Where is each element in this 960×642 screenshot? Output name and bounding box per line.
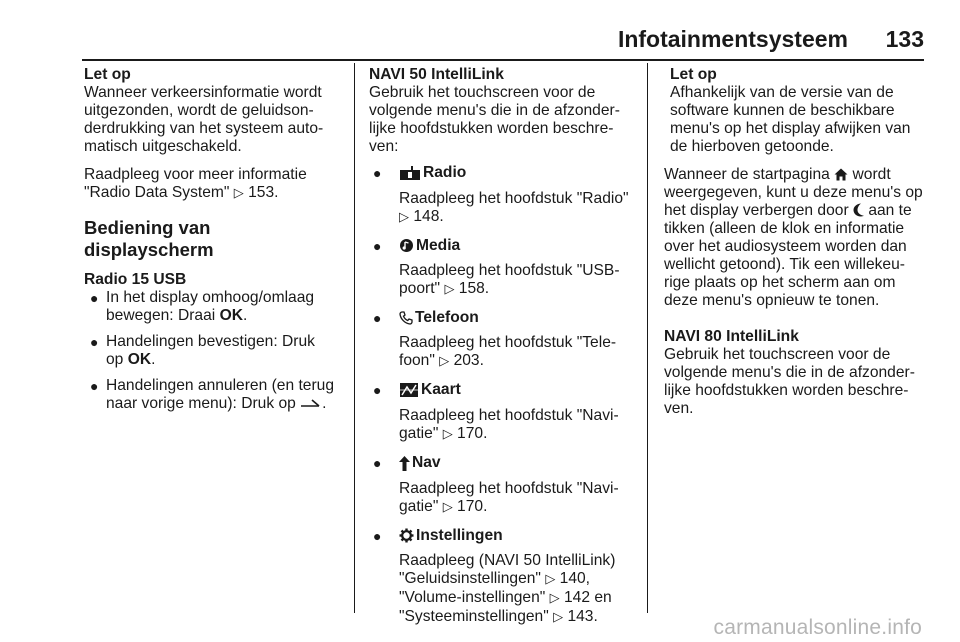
radio-icon	[399, 166, 421, 181]
page-ref-link[interactable]: 153.	[248, 184, 279, 201]
note-body	[84, 84, 342, 156]
menu-item-radio	[369, 164, 633, 227]
para-line: deze menu's opnieuw te tonen.	[664, 292, 880, 309]
para-line: Gebruik het touchscreen voor de	[664, 346, 891, 363]
menu-item-telefoon	[369, 309, 633, 371]
desc-line: Raadpleeg het hoofdstuk "Navi-	[399, 479, 619, 497]
para-line: weergegeven, kunt u deze menu's op	[664, 184, 923, 201]
desc-line: foon" ▷ 203.	[399, 352, 484, 369]
para-line: Wanneer de startpagina wordt	[664, 166, 891, 183]
note-traffic	[84, 66, 342, 156]
page-ref-link[interactable]: 140,	[559, 570, 591, 587]
menu-desc	[399, 552, 633, 627]
page-ref-icon: ▷	[545, 572, 556, 587]
gear-icon	[399, 528, 414, 543]
page-ref-link[interactable]: 170.	[457, 497, 488, 515]
bullet-line: In het display omhoog/omlaag	[106, 289, 315, 306]
navi80-paragraph	[664, 346, 928, 418]
bullet-icon: ●	[90, 290, 99, 306]
para-line: volgende menu's die in de afzonder-	[369, 102, 620, 119]
desc-line: poort" ▷ 158.	[399, 280, 490, 297]
para-line: Raadpleeg voor meer informatie	[84, 166, 307, 183]
nav-arrow-icon	[399, 456, 410, 471]
menu-title-instellingen: Instellingen	[416, 526, 503, 544]
menu-item-media	[369, 237, 633, 300]
page-ref-link[interactable]: 143.	[567, 608, 598, 625]
section-heading: Bediening van displayscherm	[84, 217, 214, 260]
page-ref-icon: ▷	[233, 186, 244, 201]
desc-line: gatie" ▷ 170.	[399, 497, 488, 515]
map-icon	[399, 382, 419, 398]
bullet-line: Handelingen bevestigen: Druk	[106, 333, 315, 350]
bullet-icon: ●	[373, 382, 382, 398]
desc-line: Raadpleeg het hoofdstuk "Tele-	[399, 334, 617, 351]
bullet-line: op OK.	[106, 351, 156, 368]
page-ref-icon: ▷	[442, 427, 453, 442]
bullet-line: bewegen: Draai OK.	[106, 307, 248, 324]
bullet-line: naar vorige menu): Druk op .	[106, 395, 327, 412]
menu-title-nav: Nav	[412, 454, 441, 471]
header-rule	[82, 59, 924, 61]
column-divider-2	[647, 63, 648, 613]
para-line: rige plaats op het scherm aan om	[664, 274, 896, 291]
bullet-icon: ●	[373, 165, 382, 181]
menu-title-radio: Radio	[423, 164, 467, 181]
home-icon	[834, 168, 848, 181]
menu-desc	[399, 334, 633, 371]
column-1	[84, 66, 342, 421]
page-ref-icon: ▷	[549, 591, 560, 606]
page-number: 133	[885, 26, 924, 52]
list-item	[84, 377, 342, 413]
page-ref-link[interactable]: 158.	[458, 280, 490, 297]
bullet-icon: ●	[90, 378, 99, 394]
para-line: lijke hoofdstukken worden beschre-	[664, 382, 909, 399]
note-line: Afhankelijk van de versie van de	[670, 84, 894, 101]
menu-item-instellingen	[369, 527, 633, 628]
back-arrow-icon	[300, 398, 322, 410]
note-line: software kunnen de beschikbare	[670, 102, 895, 119]
page-ref-link[interactable]: 203.	[453, 352, 484, 369]
intro-paragraph	[369, 84, 633, 156]
menu-desc	[399, 262, 633, 299]
list-item	[84, 289, 342, 325]
header-title: Infotainmentsysteem	[617, 26, 848, 52]
bullet-icon: ●	[373, 527, 382, 544]
page-ref-icon: ▷	[553, 610, 564, 625]
menu-desc	[399, 407, 633, 444]
desc-line: "Systeeminstellingen" ▷ 143.	[399, 608, 598, 625]
note-line: uitgezonden, wordt de geluidson-	[84, 102, 314, 119]
watermark: carmanualsonline.info	[713, 616, 922, 639]
desc-line: Raadpleeg het hoofdstuk "Radio"	[399, 189, 629, 207]
menu-title-kaart: Kaart	[421, 381, 461, 398]
subheading-navi-80: NAVI 80 IntelliLink	[664, 328, 799, 345]
para-line: lijke hoofdstukken worden beschre-	[369, 120, 614, 137]
column-3	[664, 66, 928, 418]
note-software-version	[664, 66, 928, 156]
column-divider-1	[354, 63, 355, 613]
page-ref-icon: ▷	[439, 354, 450, 369]
subheading-radio-15-usb: Radio 15 USB	[84, 271, 187, 288]
desc-line: Raadpleeg het hoofdstuk "USB-	[399, 262, 620, 279]
desc-line: Raadpleeg het hoofdstuk "Navi-	[399, 407, 619, 424]
para-line: Gebruik het touchscreen voor de	[369, 84, 596, 101]
page-ref-link[interactable]: 142	[564, 589, 591, 606]
moon-icon	[853, 203, 864, 217]
page-ref-icon: ▷	[399, 209, 409, 225]
para-line: ven.	[664, 400, 694, 417]
menu-item-kaart	[369, 381, 633, 444]
note-line: derdrukking van het systeem auto-	[84, 120, 324, 137]
subheading-navi-50: NAVI 50 IntelliLink	[369, 66, 504, 83]
startpage-paragraph	[664, 166, 928, 310]
note-body	[670, 84, 928, 156]
para-line: ven:	[369, 138, 399, 155]
desc-line: Raadpleeg (NAVI 50 IntelliLink)	[399, 552, 616, 569]
para-line: tikken (alleen de klok en informatie	[664, 220, 905, 237]
note-line: matisch uitgeschakeld.	[84, 138, 242, 155]
page-ref-icon: ▷	[444, 282, 455, 297]
desc-line: gatie" ▷ 170.	[399, 425, 488, 442]
page-header	[0, 26, 960, 62]
bullet-line: Handelingen annuleren (en terug	[106, 377, 335, 394]
bullet-icon: ●	[373, 237, 382, 254]
para-line: wellicht getoond). Tik een willekeu-	[664, 256, 905, 273]
rds-paragraph	[84, 166, 342, 203]
column-2	[369, 66, 633, 637]
menu-desc	[399, 190, 633, 227]
para-line: volgende menu's die in de afzonder-	[664, 364, 915, 381]
note-line: de hierboven getoonde.	[670, 138, 834, 155]
menu-desc	[399, 480, 633, 517]
note-line: menu's op het display afwijken van	[670, 120, 911, 137]
page-ref-link[interactable]: 170.	[457, 425, 488, 442]
note-title: Let op	[670, 66, 717, 83]
menu-title-media: Media	[416, 236, 461, 254]
bullet-icon: ●	[373, 455, 382, 471]
para-line: "Radio Data System" ▷ 153.	[84, 184, 279, 201]
para-line: het display verbergen door aan te	[664, 202, 912, 219]
list-item	[84, 333, 342, 369]
bullet-icon: ●	[373, 310, 382, 326]
bullet-icon: ●	[90, 334, 99, 350]
para-line: over het audiosysteem worden dan	[664, 238, 907, 255]
phone-icon	[399, 311, 413, 325]
page-ref-icon: ▷	[442, 499, 453, 515]
menu-title-telefoon: Telefoon	[415, 309, 479, 326]
note-title: Let op	[84, 66, 131, 83]
menu-item-nav	[369, 454, 633, 517]
page-ref-link[interactable]: 148.	[413, 207, 444, 225]
desc-line	[399, 208, 633, 227]
desc-line: "Volume-instellingen" ▷ 142 en	[399, 589, 612, 606]
desc-line: "Geluidsinstellingen" ▷ 140,	[399, 570, 591, 587]
note-line: Wanneer verkeersinformatie wordt	[84, 84, 322, 101]
media-icon	[399, 238, 414, 253]
